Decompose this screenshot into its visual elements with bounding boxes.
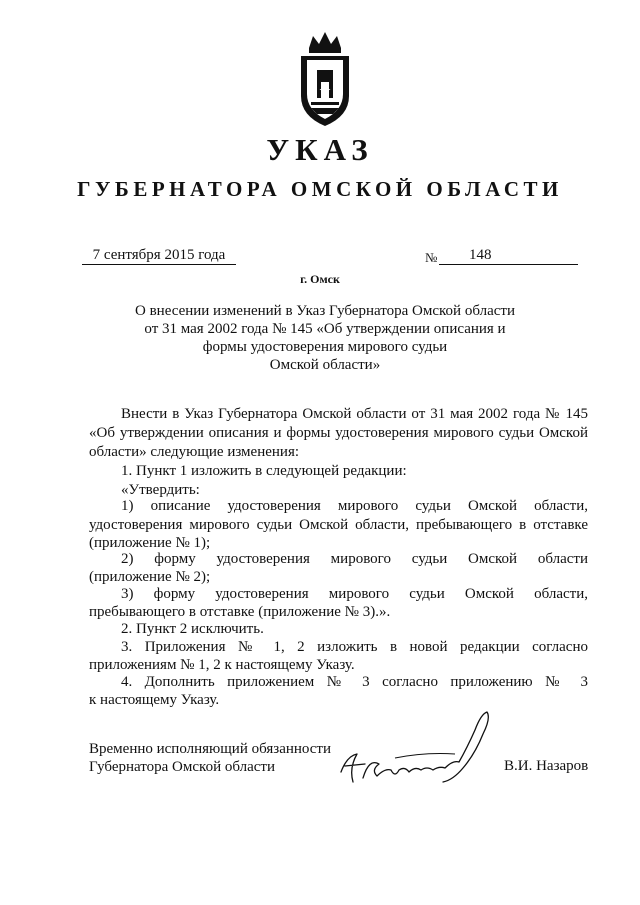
signatory-title: [89, 740, 331, 776]
body-line: 1) описание удостоверения мирового судьи Омской области,: [121, 498, 588, 514]
body-line: к настоящему Указу.: [89, 692, 220, 708]
document-title: УКАЗ: [266, 132, 374, 167]
body-line: приложениям № 1, 2 к настоящему Указу.: [89, 657, 355, 673]
decree-date: 7 сентября 2015 года: [82, 247, 236, 265]
decree-number-field: [439, 247, 578, 265]
body-line: 3. Приложения № 1, 2 изложить в новой редакции согласно: [121, 639, 588, 655]
city: г. Омск: [300, 272, 340, 286]
body-line: 2. Пункт 2 исключить.: [121, 621, 264, 637]
body-line: 2) форму удостоверения мирового судьи Омской области: [121, 551, 588, 567]
body-line: 4. Дополнить приложением № 3 согласно приложению № 3: [121, 674, 588, 690]
number-label: №: [425, 250, 438, 265]
body-line: области» следующие изменения:: [89, 444, 300, 460]
signatory-title-line: Временно исполняющий обязанности: [89, 741, 332, 757]
body-line: пребывающего в отставке (приложение № 3).».: [89, 604, 391, 620]
handwritten-signature: [335, 708, 505, 788]
body-line: «Об утверждении описания и формы удостоверения мирового судьи Омской: [89, 425, 588, 441]
body-line: 1. Пункт 1 изложить в следующей редакции:: [121, 463, 407, 479]
signatory-name: В.И. Назаров: [504, 758, 589, 774]
heading-line: Омской области»: [269, 357, 381, 373]
body-line: «Утвердить:: [121, 482, 200, 498]
body-line: (приложение № 1);: [89, 535, 211, 551]
coat-of-arms-icon: [295, 30, 355, 130]
body-line: (приложение № 2);: [89, 569, 211, 585]
document-subtitle: ГУБЕРНАТОРА ОМСКОЙ ОБЛАСТИ: [77, 177, 563, 201]
heading-line: от 31 мая 2002 года № 145 «Об утверждении описания и: [144, 321, 506, 337]
signatory-title-line: Губернатора Омской области: [89, 759, 275, 775]
heading-line: формы удостоверения мирового судьи: [202, 339, 448, 355]
body-line: удостоверения мирового судьи Омской области, пребывающего в отставке: [89, 517, 588, 533]
body-line: Внести в Указ Губернатора Омской области от 31 мая 2002 года № 145: [121, 406, 588, 422]
body-line: 3) форму удостоверения мирового судьи Омской области,: [121, 586, 588, 602]
decree-number: 148: [469, 247, 492, 263]
decree-heading: [120, 302, 530, 374]
heading-line: О внесении изменений в Указ Губернатора Омской области: [135, 303, 515, 319]
